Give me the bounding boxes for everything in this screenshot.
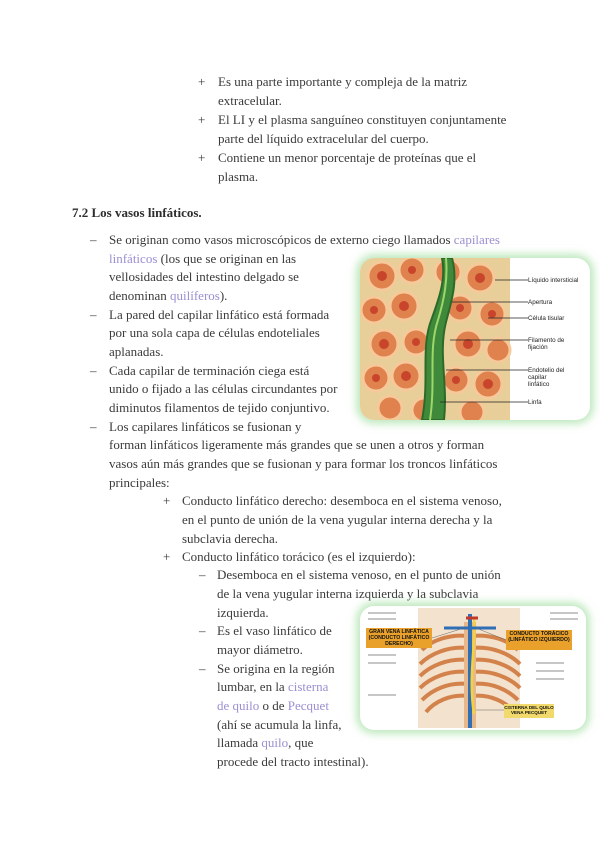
duct-right-line-3: subclavia derecha. (182, 531, 279, 546)
plus-marker: + (163, 493, 171, 508)
item-1-line-1 (109, 231, 500, 250)
intro-bullet-3-line-2: plasma. (218, 169, 259, 184)
fig2-minor-label (368, 612, 396, 614)
dash-marker: – (90, 232, 97, 247)
dash-marker: – (90, 363, 97, 378)
plus-marker: + (198, 112, 206, 127)
item-1-line-3: vellosidades del intestino delgado se (109, 269, 299, 284)
thoracic-duct-figure (360, 606, 586, 730)
item-3-line-1: Cada capilar de terminación ciega está (109, 363, 310, 378)
item-1-text: Se originan como vasos microscópicos de externo ciego llamados (109, 232, 454, 247)
dash-marker: – (90, 307, 97, 322)
term-linfaticos: linfáticos (109, 251, 158, 266)
item-1-text: (los que se originan en las (157, 251, 297, 266)
term-de-quilo: de quilo (217, 698, 260, 713)
duct-right-line-1: Conducto linfático derecho: desemboca en el sistema venoso, (182, 493, 502, 508)
item-1-text: ). (219, 288, 228, 303)
intro-bullet-1-line-2: extracelular. (218, 93, 282, 108)
thoracic-3-line-3 (217, 697, 329, 716)
intro-bullet-3-line-1: Contiene un menor porcentaje de proteínas que el (218, 150, 477, 165)
thoracic-3-line-4: (ahí se acumula la linfa, (217, 717, 342, 732)
term-capilares: capilares (453, 232, 500, 247)
fig2-label-thoracic-duct: CONDUCTO TORÁCICO (LINFÁTICO IZQUIERDO) (508, 631, 570, 643)
plus-marker: + (163, 549, 171, 564)
fig2-minor-label (550, 612, 578, 614)
fig2-label-right-lymphatic-duct: GRAN VENA LINFÁTICA (CONDUCTO LINFÁTICO DERECHO) (368, 629, 430, 647)
intro-bullet-2-line-2: parte del líquido extracelular del cuerpo. (218, 131, 429, 146)
dash-marker: – (199, 623, 206, 638)
fig1-label-endothelium: Endotelio del capilar linfático (528, 367, 565, 388)
fig2-minor-label (368, 618, 396, 620)
fig1-label-interstitial: Líquido intersticial (528, 277, 579, 284)
thoracic-3-line-5 (217, 734, 313, 753)
fig1-label-lymph: Linfa (528, 399, 542, 406)
item-4-line-1: Los capilares linfáticos se fusionan y (109, 419, 302, 434)
fig2-minor-label (550, 618, 578, 620)
dash-marker: – (199, 567, 206, 582)
thoracic-3-line-2 (217, 678, 328, 697)
thoracic-2-line-1: Es el vaso linfático de (217, 623, 332, 638)
dash-marker: – (199, 661, 206, 676)
lymph-capillary-figure (360, 258, 590, 420)
fig2-label-cisterna: CISTERNA DEL QUILO VENA PECQUET (504, 705, 554, 716)
fig2-minor-label (368, 654, 396, 656)
thoracic-1-line-1: Desemboca en el sistema venoso, en el punto de unión (217, 567, 501, 582)
term-pecquet: Pecquet (287, 698, 329, 713)
plus-marker: + (198, 150, 206, 165)
intro-bullet-1-line-1: Es una parte importante y compleja de la matriz (218, 74, 468, 89)
item-1-text: denominan (109, 288, 171, 303)
term-cisterna: cisterna (287, 679, 329, 694)
thoracic-2-line-2: mayor diámetro. (217, 642, 303, 657)
item-2-line-3: aplanadas. (109, 344, 164, 359)
thoracic-1-line-2: de la vena yugular interna izquierda y la subclavia (217, 586, 479, 601)
fig2-minor-label (536, 678, 564, 680)
item-4-line-3: vasos aún más grandes que se fusionan y para formar los troncos linfáticos (109, 456, 498, 471)
dash-marker: – (90, 419, 97, 434)
thoracic-3-line-6: procede del tracto intestinal). (217, 754, 369, 769)
item-3-line-3: diminutos filamentos de tejido conjuntivo. (109, 400, 330, 415)
duct-thoracic-line: Conducto linfático torácico (es el izquierdo): (182, 549, 416, 564)
thoracic-1-line-3: izquierda. (217, 605, 269, 620)
item-1-line-4 (109, 287, 227, 306)
term-quilo: quilo (261, 735, 289, 750)
intro-bullet-2-line-1: El LI y el plasma sanguíneo constituyen conjuntamente (218, 112, 507, 127)
item-3-line-2: unido o fijado a las células circundantes por (109, 381, 338, 396)
fig2-minor-label (368, 662, 396, 664)
thoracic-3-text: llamada (217, 735, 262, 750)
term-quiliferos: quilíferos (170, 288, 220, 303)
item-4-line-2: forman linfáticos ligeramente más grandes que se unen a otros y forman (109, 437, 485, 452)
duct-right-line-2: en el punto de unión de la vena yugular interna derecha y la (182, 512, 493, 527)
fig2-minor-label (536, 662, 564, 664)
item-2-line-2: por una sola capa de células endoteliales (109, 325, 320, 340)
item-4-line-4: principales: (109, 475, 170, 490)
plus-marker: + (198, 74, 206, 89)
fig2-minor-label (536, 670, 564, 672)
thoracic-3-text: lumbar, en la (217, 679, 288, 694)
fig1-label-opening: Apertura (528, 299, 553, 306)
fig1-label-tissue-cell: Célula tisular (528, 315, 565, 322)
item-1-line-2 (109, 250, 296, 269)
fig1-label-filament: Filamento de fijación (528, 337, 565, 351)
fig2-minor-label (368, 694, 396, 696)
thoracic-3-text: o de (259, 698, 288, 713)
item-2-line-1: La pared del capilar linfático está formada (109, 307, 330, 322)
section-heading: 7.2 Los vasos linfáticos. (72, 205, 202, 220)
thoracic-3-text: , que (288, 735, 314, 750)
thoracic-3-line-1: Se origina en la región (217, 661, 335, 676)
